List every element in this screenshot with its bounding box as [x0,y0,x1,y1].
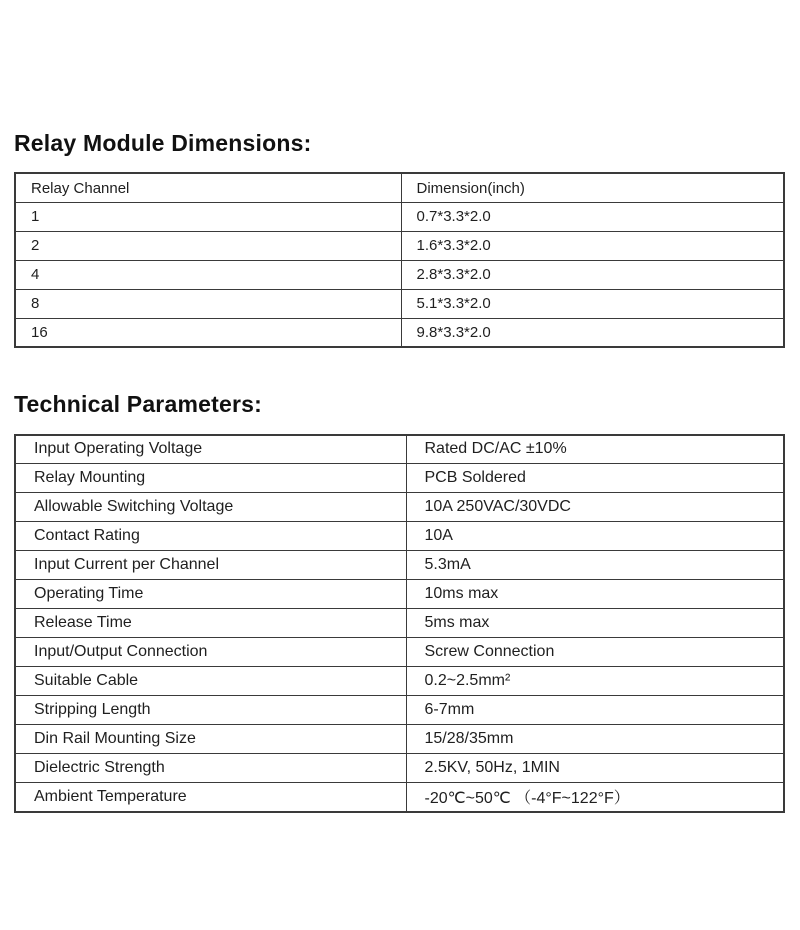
table-cell: 5.3mA [406,551,784,580]
table-cell: 15/28/35mm [406,725,784,754]
table-cell: 1.6*3.3*2.0 [401,231,784,260]
table-row [15,580,784,609]
table-cell: Allowable Switching Voltage [15,493,406,522]
table-cell: Ambient Temperature [15,783,406,812]
table-row [15,754,784,783]
table-row [15,435,784,464]
table-cell: 10A 250VAC/30VDC [406,493,784,522]
table-cell: 16 [15,318,401,347]
table-cell: 6-7mm [406,696,784,725]
table-cell: Input/Output Connection [15,638,406,667]
table-row [15,202,784,231]
table-cell: Screw Connection [406,638,784,667]
table-cell: Din Rail Mounting Size [15,725,406,754]
table-cell: 2.5KV, 50Hz, 1MIN [406,754,784,783]
table-cell: Dielectric Strength [15,754,406,783]
relay-dimensions-table [14,172,785,348]
column-header-dimension: Dimension(inch) [401,173,784,202]
table-row [15,551,784,580]
table-cell: -20℃~50℃ （-4°F~122°F） [406,783,784,812]
table-row [15,522,784,551]
table-row [15,783,784,812]
table-row [15,638,784,667]
table-cell: 9.8*3.3*2.0 [401,318,784,347]
column-header-relay-channel: Relay Channel [15,173,401,202]
table-cell: 0.7*3.3*2.0 [401,202,784,231]
table-row [15,289,784,318]
table-cell: Suitable Cable [15,667,406,696]
dimensions-section-heading: Relay Module Dimensions: [14,130,312,156]
table-row [15,231,784,260]
table-row [15,696,784,725]
table-header-row [15,173,784,202]
table-cell: 10A [406,522,784,551]
table-cell: 1 [15,202,401,231]
parameters-section-heading: Technical Parameters: [14,391,262,418]
table-cell: 10ms max [406,580,784,609]
table-row [15,667,784,696]
table-cell: Operating Time [15,580,406,609]
table-cell: 2.8*3.3*2.0 [401,260,784,289]
table-cell: Contact Rating [15,522,406,551]
table-row [15,260,784,289]
table-cell: 5ms max [406,609,784,638]
table-cell: 5.1*3.3*2.0 [401,289,784,318]
table-cell: Release Time [15,609,406,638]
table-cell: 2 [15,231,401,260]
table-cell: Stripping Length [15,696,406,725]
table-row [15,493,784,522]
table-cell: Input Current per Channel [15,551,406,580]
table-cell: 4 [15,260,401,289]
table-cell: 0.2~2.5mm² [406,667,784,696]
table-cell: Input Operating Voltage [15,435,406,464]
table-cell: 8 [15,289,401,318]
technical-parameters-table [14,434,785,813]
table-row [15,464,784,493]
table-cell: PCB Soldered [406,464,784,493]
table-cell: Relay Mounting [15,464,406,493]
table-row [15,318,784,347]
table-row [15,609,784,638]
table-cell: Rated DC/AC ±10% [406,435,784,464]
table-row [15,725,784,754]
